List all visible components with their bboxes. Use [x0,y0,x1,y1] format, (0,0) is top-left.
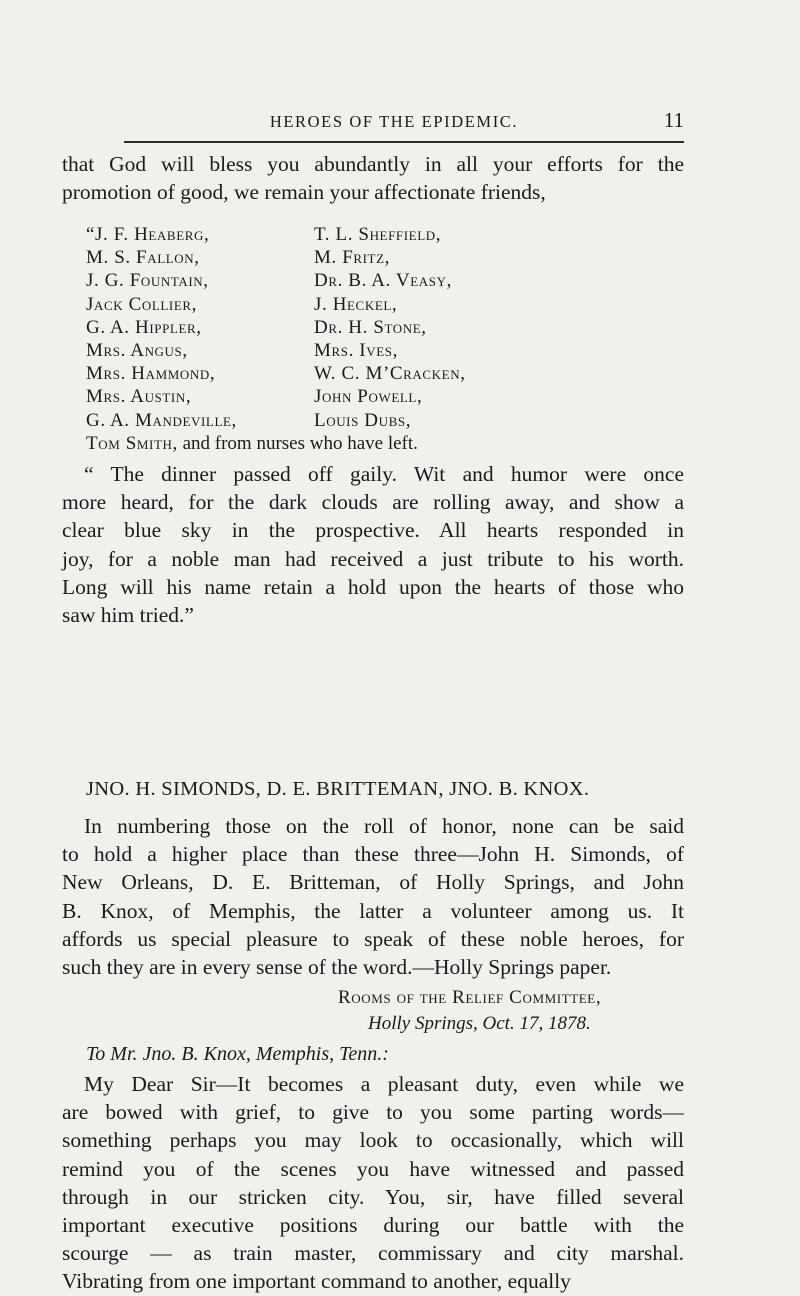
page-header [124,108,684,136]
text-line: such they are in every sense of the word.—Holly Springs paper. [62,954,612,979]
signatory-name: Mrs. Ives, [314,339,398,361]
text-line: that God will bless you abundantly in all your efforts for the [62,152,684,176]
text-line: Vibrating from one important command to another, equally [62,1269,571,1294]
dinner-paragraph [62,460,684,629]
signatories-list [86,224,706,456]
signatory-row [86,294,706,317]
signatory-name: G. A. Mandeville, [86,409,237,431]
text-line: B. Knox, of Memphis, the latter a volunteer among us. It [62,898,684,923]
dateline-place-date: Holly Springs, Oct. 17, 1878. [368,1013,591,1034]
signatory-name: Jack Collier, [86,293,198,315]
signatory-name: John Powell, [314,386,423,408]
text-line: important executive positions during our battle with the [62,1212,684,1237]
signatory-row [86,247,706,270]
signatory-name: Louis Dubs, [314,409,412,431]
signatory-name: J. Heckel, [314,293,398,315]
signatory-row [86,340,706,363]
signatory-name: Mrs. Angus, [86,339,188,361]
text-line: “ The dinner passed off gaily. Wit and humor were once [84,462,684,486]
text-line: affords us special pleasure to speak of these noble heroes, for [62,926,684,951]
signatory-row [86,363,706,386]
signatory-name: M. S. Fallon, [86,247,200,269]
header-rule [124,141,684,143]
text-line: remind you of the scenes you have witnessed and passed [62,1156,684,1181]
signatory-name: Tom Smith, [86,432,178,454]
text-line: Long will his name retain a hold upon the hearts of those who [62,574,684,599]
signatory-name: W. C. M’Cracken, [314,363,466,385]
section-heading: JNO. H. SIMONDS, D. E. BRITTEMAN, JNO. B. KNOX. [86,778,590,800]
signatory-name: J. G. Fountain, [86,270,209,292]
signatory-row [86,317,706,340]
signatory-row [86,410,706,433]
signatory-row [86,224,706,247]
text-line: joy, for a noble man had received a just tribute to his worth. [62,546,684,571]
text-line: My Dear Sir—It becomes a pleasant duty, even while we [84,1072,684,1096]
text-line: promotion of good, we remain your affectionate friends, [62,180,546,205]
text-line: something perhaps you may look to occasionally, which will [62,1128,684,1153]
text-line: scourge — as train master, commissary and city marshal. [62,1241,684,1266]
signatory-closing-text: and from nurses who have left. [177,432,418,454]
text-line: to hold a higher place than these three—John H. Simonds, of [62,842,684,867]
dateline-rooms: Rooms of the Relief Committee, [338,987,602,1008]
signatory-name: Mrs. Hammond, [86,363,216,385]
running-head: HEROES OF THE EPIDEMIC. [269,112,519,131]
signatory-row [86,270,706,293]
text-line: saw him tried.” [62,602,194,627]
letter-paragraph [62,1070,684,1296]
signatory-name: Dr. H. Stone, [314,316,427,338]
page-number: 11 [663,108,684,132]
signatory-name: G. A. Hippler, [86,316,202,338]
letter-address: To Mr. Jno. B. Knox, Memphis, Tenn.: [86,1043,389,1065]
signatory-name: Dr. B. A. Veasy, [314,270,452,292]
text-line: through in our stricken city. You, sir, have filled several [62,1184,684,1209]
signatory-name: “J. F. Heaberg, [86,224,210,245]
signatory-name: Mrs. Austin, [86,386,192,408]
honor-paragraph [62,812,684,981]
text-line: New Orleans, D. E. Britteman, of Holly Springs, and John [62,870,684,895]
signatory-closing-row [86,433,706,456]
text-line: are bowed with grief, to give to you some parting words— [62,1100,684,1125]
text-line: more heard, for the dark clouds are rolling away, and show a [62,490,684,515]
text-line: In numbering those on the roll of honor, none can be said [84,814,684,838]
signatory-row [86,386,706,409]
opening-lines [62,150,684,206]
signatory-name: T. L. Sheffield, [314,224,442,245]
signatory-name: M. Fritz, [314,247,390,269]
text-line: clear blue sky in the prospective. All hearts responded in [62,518,684,543]
